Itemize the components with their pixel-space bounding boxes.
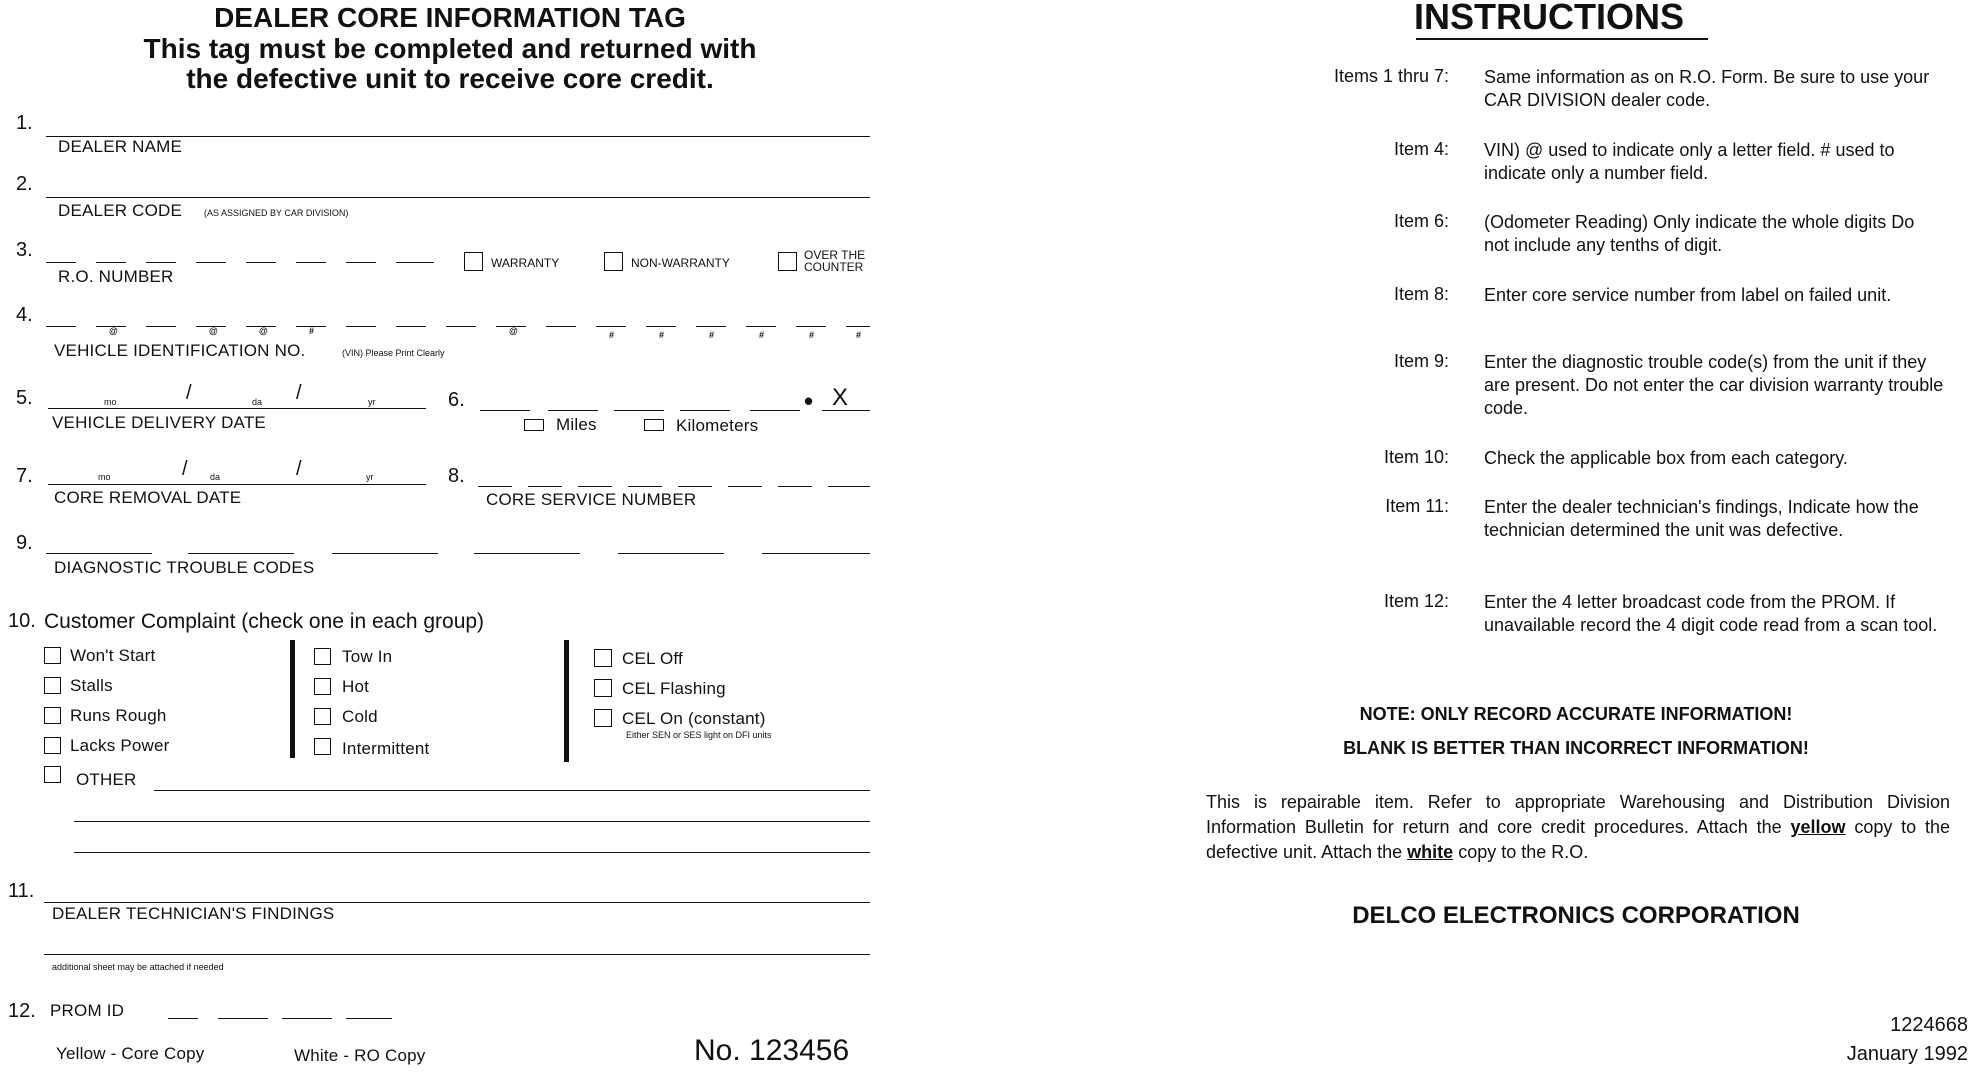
yellow-emphasis: yellow: [1790, 817, 1846, 837]
tech-findings-line-1[interactable]: [44, 902, 870, 903]
tow-in-checkbox[interactable]: [314, 648, 331, 665]
vin-marker: #: [609, 330, 615, 340]
instruction-text: Enter core service number from label on failed unit.: [1484, 285, 1892, 305]
instruction-key: Item 11:: [1385, 496, 1449, 516]
hot-label: Hot: [342, 677, 370, 696]
kilometers-checkbox[interactable]: [644, 419, 664, 431]
vin-marker: #: [809, 330, 815, 340]
vin-marker: @: [259, 326, 268, 336]
removal-day-label: da: [210, 472, 221, 482]
instruction-key: Item 9:: [1393, 351, 1449, 371]
delivery-day-label: da: [252, 397, 263, 407]
vin-marker: @: [209, 326, 218, 336]
miles-checkbox[interactable]: [524, 419, 544, 431]
dtc-label: DIAGNOSTIC TROUBLE CODES: [54, 558, 315, 577]
other-line-2[interactable]: [74, 821, 870, 822]
runs-rough-checkbox[interactable]: [44, 707, 61, 724]
core-removal-date-label: CORE REMOVAL DATE: [54, 488, 242, 507]
lacks-power-label: Lacks Power: [70, 736, 170, 755]
dealer-code-label: DEALER CODE: [58, 201, 183, 220]
tech-findings-line-2[interactable]: [44, 954, 870, 955]
item-number-9: 9.: [16, 532, 33, 554]
other-label: OTHER: [76, 770, 137, 789]
removal-date-slash: /: [182, 458, 188, 480]
item-number-5: 5.: [16, 387, 33, 409]
delivery-date-slash: /: [296, 382, 302, 404]
instruction-key: Item 12:: [1383, 591, 1449, 611]
over-the-counter-checkbox[interactable]: [778, 252, 797, 271]
company-name: DELCO ELECTRONICS CORPORATION: [1352, 902, 1800, 929]
item-number-7: 7.: [16, 465, 33, 487]
document-date: January 1992: [1846, 1043, 1968, 1065]
white-emphasis: white: [1407, 842, 1454, 862]
cel-flashing-checkbox[interactable]: [594, 679, 612, 697]
runs-rough-label: Runs Rough: [70, 706, 167, 725]
document-number: 1224668: [1890, 1014, 1968, 1036]
instruction-key: Item 4:: [1393, 139, 1449, 159]
complaint-title: Customer Complaint (check one in each group): [44, 610, 485, 633]
group-divider: [290, 640, 295, 758]
other-line-1[interactable]: [154, 790, 870, 791]
removal-year-label: yr: [366, 472, 374, 482]
removal-date-slash: /: [296, 458, 302, 480]
instruction-text: Enter the 4 letter broadcast code from the PROM. If unavailable record the 4 digit code read from a scan tool.: [1484, 592, 1938, 635]
form-subtitle-line2: the defective unit to receive core credit.: [186, 63, 714, 94]
ro-number-label: R.O. NUMBER: [58, 267, 174, 286]
vin-marker: @: [109, 326, 118, 336]
stalls-checkbox[interactable]: [44, 677, 61, 694]
item-number-4: 4.: [16, 304, 33, 326]
item-number-11: 11.: [8, 880, 35, 902]
item-number-6: 6.: [448, 389, 465, 411]
instruction-key: Items 1 thru 7:: [1333, 66, 1449, 86]
delivery-date-field[interactable]: [48, 408, 426, 409]
vin-note: (VIN) Please Print Clearly: [342, 348, 445, 358]
intermittent-checkbox[interactable]: [314, 738, 331, 755]
cel-flashing-label: CEL Flashing: [622, 679, 726, 698]
white-copy-label: White - RO Copy: [294, 1046, 426, 1065]
instruction-text: Same information as on R.O. Form. Be sure to use your CAR DIVISION dealer code.: [1484, 67, 1930, 110]
item-number-1: 1.: [16, 112, 33, 134]
cold-checkbox[interactable]: [314, 708, 331, 725]
group-divider: [564, 640, 569, 762]
tow-in-label: Tow In: [342, 647, 393, 666]
dealer-code-note: (AS ASSIGNED BY CAR DIVISION): [204, 208, 349, 218]
vin-marker: #: [856, 330, 862, 340]
other-checkbox[interactable]: [44, 766, 61, 783]
cel-on-checkbox[interactable]: [594, 709, 612, 727]
prom-id-label: PROM ID: [50, 1001, 125, 1020]
instruction-text: Enter the diagnostic trouble code(s) from the unit if they are present. Do not enter the car division warranty trouble code.: [1484, 352, 1944, 418]
odometer-tenths: X: [832, 384, 849, 411]
over-the-counter-label: OVER THE COUNTER: [804, 248, 866, 274]
form-subtitle-line1: This tag must be completed and returned with: [143, 33, 757, 64]
warranty-label: WARRANTY: [491, 256, 560, 270]
vin-label: VEHICLE IDENTIFICATION NO.: [54, 341, 306, 360]
lacks-power-checkbox[interactable]: [44, 737, 61, 754]
item-number-3: 3.: [16, 239, 33, 261]
instructions-title: INSTRUCTIONS: [1414, 0, 1684, 37]
accuracy-note: NOTE: ONLY RECORD ACCURATE INFORMATION!: [1359, 704, 1793, 724]
core-service-number-label: CORE SERVICE NUMBER: [486, 490, 697, 509]
kilometers-label: Kilometers: [676, 416, 759, 435]
tech-findings-label: DEALER TECHNICIAN'S FINDINGS: [52, 904, 335, 923]
cel-off-label: CEL Off: [622, 649, 683, 668]
instruction-text: VIN) @ used to indicate only a letter field. # used to indicate only a number field.: [1484, 140, 1895, 183]
tag-number: No. 123456: [694, 1034, 850, 1067]
instruction-text: Check the applicable box from each category.: [1484, 448, 1848, 468]
wont-start-checkbox[interactable]: [44, 647, 61, 664]
dealer-code-field[interactable]: [46, 197, 870, 198]
non-warranty-label: NON-WARRANTY: [631, 256, 730, 270]
cel-on-label: CEL On (constant): [622, 709, 766, 728]
hot-checkbox[interactable]: [314, 678, 331, 695]
intermittent-label: Intermittent: [342, 739, 430, 758]
instruction-text: Enter the dealer technician's findings, Indicate how the technician determined the unit was defective.: [1484, 497, 1919, 540]
accuracy-note: BLANK IS BETTER THAN INCORRECT INFORMATION!: [1343, 738, 1809, 758]
instruction-key: Item 8:: [1393, 284, 1449, 304]
cel-off-checkbox[interactable]: [594, 649, 612, 667]
instruction-text: (Odometer Reading) Only indicate the whole digits Do not include any tenths of digit.: [1484, 212, 1915, 255]
other-line-3[interactable]: [74, 852, 870, 853]
vin-marker: #: [309, 326, 315, 336]
form-title: DEALER CORE INFORMATION TAG: [214, 2, 686, 33]
yellow-copy-label: Yellow - Core Copy: [56, 1044, 205, 1063]
instruction-key: Item 10:: [1383, 447, 1449, 467]
item-number-12: 12.: [8, 1000, 36, 1022]
item-number-2: 2.: [16, 173, 33, 195]
non-warranty-checkbox[interactable]: [604, 252, 623, 271]
core-removal-date-field[interactable]: [48, 484, 426, 485]
vin-marker: #: [709, 330, 715, 340]
additional-sheet-note: additional sheet may be attached if needed: [52, 962, 224, 972]
vin-marker: #: [659, 330, 665, 340]
removal-month-label: mo: [98, 472, 111, 482]
wont-start-label: Won't Start: [70, 646, 156, 665]
delivery-date-label: VEHICLE DELIVERY DATE: [52, 413, 266, 432]
cold-label: Cold: [342, 707, 378, 726]
item-number-8: 8.: [448, 465, 465, 487]
instruction-key: Item 6:: [1393, 211, 1449, 231]
instructions-title-underline: [1416, 38, 1708, 40]
vin-marker: #: [759, 330, 765, 340]
item-number-10: 10.: [8, 610, 36, 632]
cel-note: Either SEN or SES light on DFI units: [626, 730, 772, 740]
warranty-checkbox[interactable]: [464, 252, 483, 271]
delivery-month-label: mo: [104, 397, 117, 407]
miles-label: Miles: [556, 415, 597, 434]
repairable-paragraph: This is repairable item. Refer to appropriate Warehousing and Distribution Division Information Bulletin for return and core credit procedures. Attach the yellow copy to the defective unit. Attach the white copy to the R.O.: [1206, 792, 1950, 862]
vin-marker: @: [509, 326, 518, 336]
delivery-year-label: yr: [368, 397, 376, 407]
dealer-name-label: DEALER NAME: [58, 137, 183, 156]
delivery-date-slash: /: [186, 382, 192, 404]
stalls-label: Stalls: [70, 676, 113, 695]
